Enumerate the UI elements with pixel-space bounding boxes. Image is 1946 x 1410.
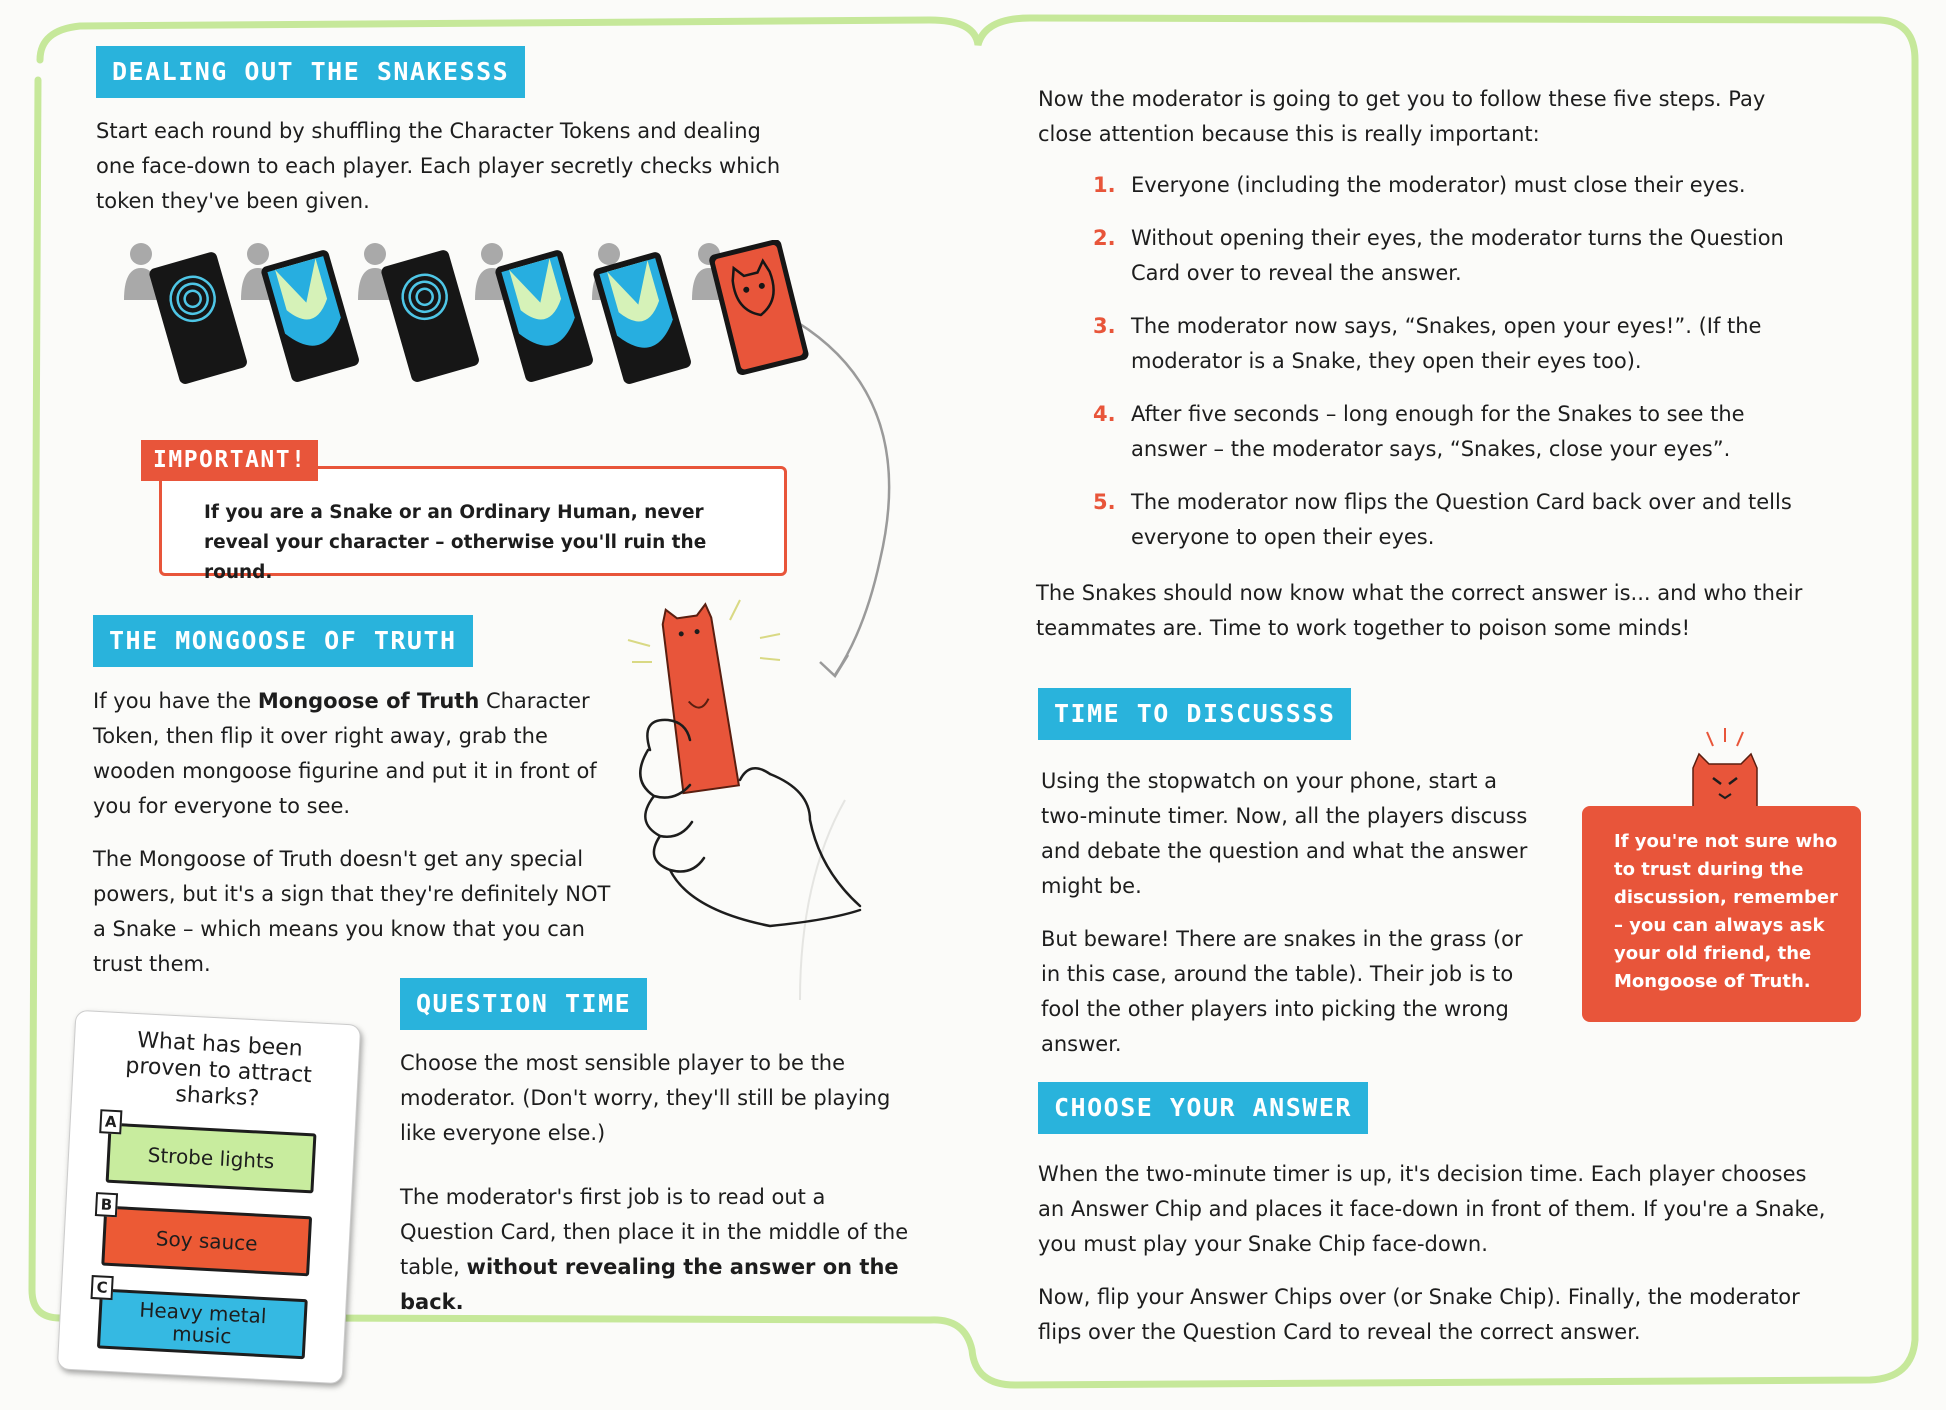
token-human: [148, 251, 248, 386]
step-number: 2.: [1093, 226, 1116, 250]
step-number: 1.: [1093, 173, 1116, 197]
steps-list: [1093, 168, 1813, 573]
hand-outline: [640, 720, 860, 926]
step-text: After five seconds – long enough for the Snakes to see the answer – the moderator says, “Snakes, close your eyes”.: [1131, 402, 1745, 461]
token-human: [380, 249, 480, 384]
heading-dealing: DEALING OUT THE SNAKESSS: [96, 46, 525, 98]
token-mongoose: [708, 240, 810, 376]
step-text: The moderator now flips the Question Card back over and tells everyone to open their eyes.: [1131, 490, 1792, 549]
question-card: [57, 1010, 361, 1384]
step-text: Without opening their eyes, the moderator turns the Question Card over to reveal the answer.: [1131, 226, 1784, 285]
important-box: [159, 466, 787, 583]
answer-letter-b: B: [95, 1192, 118, 1217]
question-time-p2-bold: without revealing the answer on the back.: [400, 1255, 899, 1314]
question-time-p2-pre: The moderator's first job is to read out a Question Card, then place it in the middle of the table,: [400, 1185, 909, 1279]
mongoose-p1-bold: Mongoose of Truth: [257, 689, 480, 713]
discuss-text: [1041, 764, 1541, 1080]
mongoose-figurine: [658, 603, 739, 793]
step-number: 4.: [1093, 402, 1116, 426]
mongoose-peek-icon: [1685, 728, 1765, 810]
step-number: 3.: [1093, 314, 1116, 338]
answer-text-c: Heavy metal music: [138, 1297, 268, 1349]
heading-question-time: QUESTION TIME: [400, 978, 647, 1030]
question-card-question: What has been proven to attract sharks?: [124, 1028, 313, 1112]
step-text: Everyone (including the moderator) must close their eyes.: [1131, 173, 1746, 197]
mongoose-p1-pre: If you have the: [93, 689, 258, 713]
heading-answer: CHOOSE YOUR ANSWER: [1038, 1082, 1368, 1134]
heading-discuss: TIME TO DISCUSSSS: [1038, 688, 1351, 740]
step-item: [1093, 221, 1813, 291]
token-snake: [494, 249, 594, 384]
answer-option-b: [100, 1195, 312, 1277]
step-number: 5.: [1093, 490, 1116, 514]
answer-paragraph-1: When the two-minute timer is up, it's decision time. Each player chooses an Answer Chip and places it face-down in front of them. If you're a Snake, you must play your Snake Chip face-down.: [1038, 1162, 1826, 1256]
steps-intro: Now the moderator is going to get you to follow these five steps. Pay close attention because this is really important:: [1038, 87, 1766, 146]
dealing-text: Start each round by shuffling the Character Tokens and dealing one face-down to each player. Each player secretly checks which token they've been given.: [96, 119, 781, 213]
answer-option-a: [104, 1112, 317, 1194]
important-tag: IMPORTANT!: [141, 440, 318, 481]
answer-paragraph-2: Now, flip your Answer Chips over (or Snake Chip). Finally, the moderator flips over the Question Card to reveal the correct answer.: [1038, 1285, 1800, 1344]
discuss-paragraph-2: But beware! There are snakes in the grass (or in this case, around the table). Their job is to fool the other players into picking the wrong answer.: [1041, 927, 1523, 1056]
mongoose-paragraph-2: The Mongoose of Truth doesn't get any special powers, but it's a sign that they're definitely NOT a Snake – which means you know that you can trust them.: [93, 847, 611, 976]
step-text: The moderator now says, “Snakes, open your eyes!”. (If the moderator is a Snake, they open their eyes too).: [1131, 314, 1762, 373]
question-time-paragraph-2: [400, 1180, 920, 1320]
answer-text-b: Soy sauce: [155, 1226, 259, 1256]
answer-letter-c: C: [91, 1275, 114, 1300]
steps-outro: The Snakes should now know what the correct answer is... and who their teammates are. Time to work together to poison some minds!: [1036, 581, 1803, 640]
tip-box: [1582, 806, 1861, 1022]
step-item: [1093, 309, 1813, 379]
mongoose-paragraph-1: [93, 684, 613, 824]
mongoose-p1-post: Character Token, then flip it over right away, grab the wooden mongoose figurine and put it in front of you for everyone to see.: [93, 689, 597, 818]
important-text: If you are a Snake or an Ordinary Human, never reveal your character – otherwise you'll ruin the round.: [204, 502, 707, 583]
token-snake: [260, 249, 360, 384]
step-item: [1093, 485, 1813, 555]
answer-text: [1038, 1157, 1828, 1368]
token-snake: [592, 251, 692, 386]
answer-option-c: [96, 1278, 308, 1359]
answer-text-a: Strobe lights: [147, 1142, 275, 1174]
heading-mongoose: THE MONGOOSE OF TRUTH: [93, 615, 473, 667]
step-item: [1093, 397, 1813, 467]
question-time-text: [400, 1046, 920, 1338]
step-item: [1093, 168, 1813, 203]
question-time-paragraph-1: Choose the most sensible player to be the moderator. (Don't worry, they'll still be playing like everyone else.): [400, 1051, 891, 1145]
tip-text: If you're not sure who to trust during the discussion, remember – you can always ask your old friend, the Mongoose of Truth.: [1614, 831, 1838, 992]
answer-letter-a: A: [99, 1109, 122, 1134]
discuss-paragraph-1: Using the stopwatch on your phone, start a two-minute timer. Now, all the players discuss and debate the question and what the answer might be.: [1041, 769, 1528, 898]
mongoose-text: [93, 684, 613, 1000]
hand-holding-mongoose-illustration: [620, 590, 920, 930]
character-tokens-illustration: [118, 240, 818, 410]
